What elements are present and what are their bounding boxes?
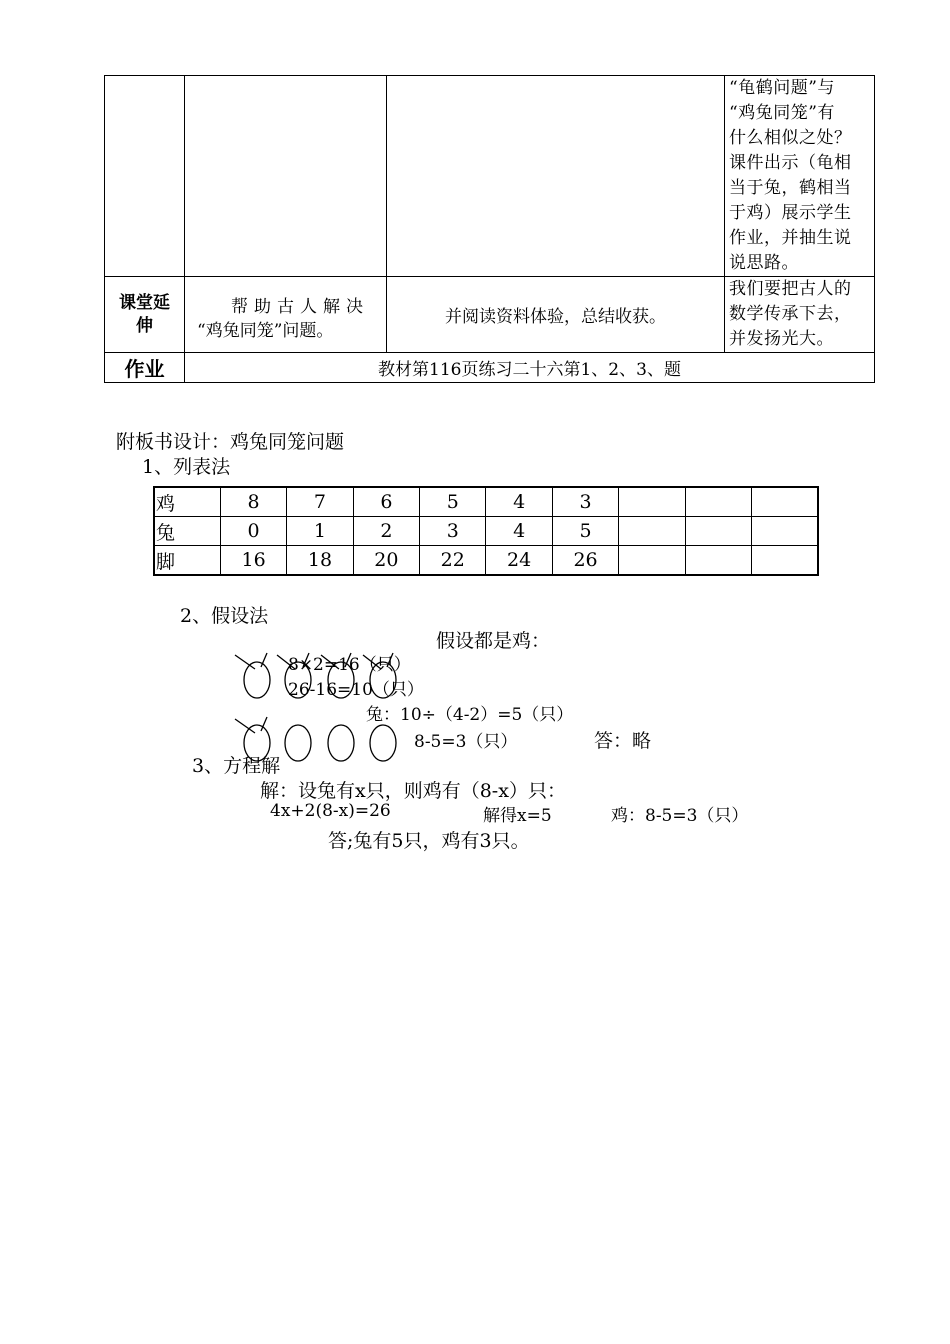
table-cell: 0 <box>220 517 286 546</box>
table-cell: 16 <box>220 546 286 576</box>
homework-label: 作业 <box>105 353 185 383</box>
empty-cell <box>387 76 725 277</box>
plan-row-homework <box>105 353 875 383</box>
method-equation-heading: 3、方程解 <box>192 755 281 777</box>
table-cell <box>685 487 751 517</box>
table-cell: 18 <box>287 546 353 576</box>
table-cell: 4 <box>486 487 552 517</box>
table-cell: 20 <box>353 546 419 576</box>
extension-label: 课堂延 伸 <box>105 277 185 353</box>
row-label: 脚 <box>154 546 220 576</box>
empty-cell <box>105 76 185 277</box>
lesson-plan-table <box>104 75 875 383</box>
extension-content: 帮助古人解决 “鸡兔同笼”问题。 <box>185 277 387 353</box>
table-cell: 8 <box>220 487 286 517</box>
board-title: 附板书设计：鸡兔同笼问题 <box>116 431 345 453</box>
note-line: 什么相似之处？ <box>729 128 852 148</box>
table-cell <box>752 487 818 517</box>
row-label: 鸡 <box>154 487 220 517</box>
note-line: 说思路。 <box>729 253 799 273</box>
table-cell <box>685 546 751 576</box>
table-cell <box>752 546 818 576</box>
equation: 4x+2(8-x)=26 <box>270 801 391 821</box>
table-cell: 5 <box>552 517 618 546</box>
method-table-heading: 1、列表法 <box>142 456 231 478</box>
homework-content: 教材第116页练习二十六第1、2、3、题 <box>185 353 875 383</box>
table-cell: 4 <box>486 517 552 546</box>
assume-chicken-heading: 假设都是鸡： <box>436 630 551 652</box>
table-cell: 2 <box>353 517 419 546</box>
extension-note: 我们要把古人的 数学传承下去， 并发扬光大。 <box>725 277 875 353</box>
note-line: 课件出示（龟相 <box>729 153 852 173</box>
equation-answer: 答;兔有5只，鸡有3只。 <box>328 830 530 852</box>
table-row-rabbit <box>154 517 818 546</box>
note-line: 作业，并抽生说 <box>729 228 852 248</box>
note-line: 当于兔，鹤相当 <box>729 178 852 198</box>
equation-solution: 解得x=5 <box>483 806 552 826</box>
row-label: 兔 <box>154 517 220 546</box>
table-cell: 3 <box>420 517 486 546</box>
note-line: “龟鹤问题”与 <box>729 78 835 98</box>
equation-chicken: 鸡：8-5=3（只） <box>611 806 749 826</box>
calc-step-4: 8-5=3（只） <box>414 732 518 752</box>
teacher-note-cell <box>725 76 875 277</box>
plan-row-continued <box>105 76 875 277</box>
note-line: “鸡兔同笼”有 <box>729 103 835 123</box>
method-assume-heading: 2、假设法 <box>180 605 269 627</box>
table-cell <box>619 546 685 576</box>
extension-activity: 并阅读资料体验，总结收获。 <box>387 277 725 353</box>
table-cell: 22 <box>420 546 486 576</box>
calc-step-1: 8×2=16（只） <box>288 655 411 675</box>
calc-step-3: 兔：10÷（4-2）=5（只） <box>366 705 574 725</box>
answer-brief: 答：略 <box>594 730 652 752</box>
table-cell: 1 <box>287 517 353 546</box>
table-cell: 26 <box>552 546 618 576</box>
note-line: 于鸡）展示学生 <box>729 203 852 223</box>
table-cell <box>619 487 685 517</box>
table-row-chicken <box>154 487 818 517</box>
table-cell: 6 <box>353 487 419 517</box>
table-cell <box>685 517 751 546</box>
table-cell <box>752 517 818 546</box>
table-cell: 24 <box>486 546 552 576</box>
empty-cell <box>185 76 387 277</box>
calc-step-2: 26-16=10（只） <box>288 680 424 700</box>
plan-row-extension <box>105 277 875 353</box>
table-cell: 3 <box>552 487 618 517</box>
table-cell <box>619 517 685 546</box>
table-row-feet <box>154 546 818 576</box>
listing-table <box>153 486 819 576</box>
table-cell: 5 <box>420 487 486 517</box>
equation-setup: 解：设兔有x只，则鸡有（8-x）只： <box>260 780 566 802</box>
table-cell: 7 <box>287 487 353 517</box>
